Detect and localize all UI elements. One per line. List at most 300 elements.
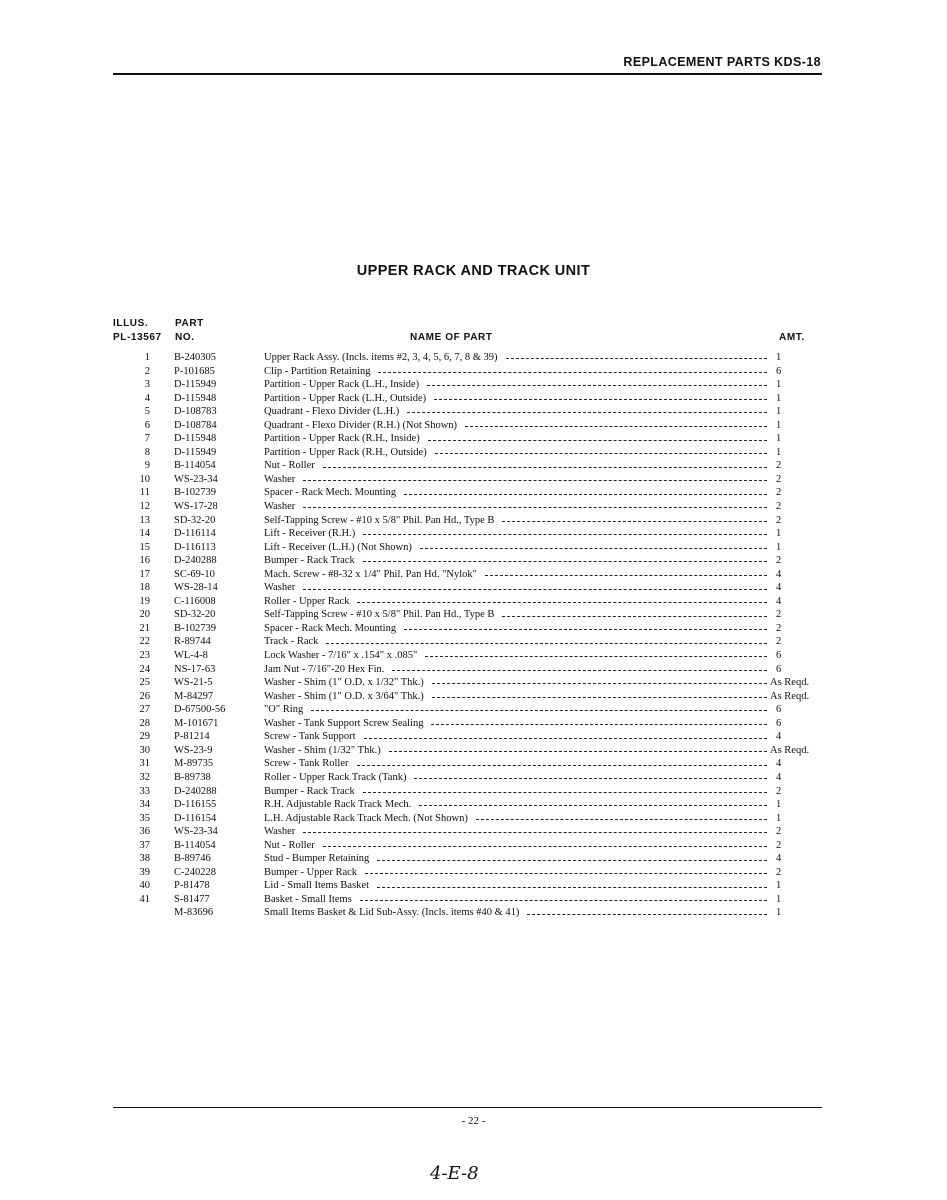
table-row xyxy=(0,486,947,500)
row-part-number: D-67500-56 xyxy=(174,704,226,716)
row-part-name: Quadrant - Flexo Divider (R.H.) (Not Shown) xyxy=(264,419,458,431)
row-amount: 4 xyxy=(776,568,782,580)
row-amount: 6 xyxy=(776,704,782,716)
row-part-number: WS-28-14 xyxy=(174,582,218,594)
dotted-leader xyxy=(506,358,767,359)
row-illus-number: 30 xyxy=(139,744,150,756)
row-part-name-cell xyxy=(264,432,773,446)
dotted-leader xyxy=(363,561,767,562)
row-part-name-cell xyxy=(264,595,773,609)
row-amount: 4 xyxy=(776,758,782,770)
dotted-leader xyxy=(303,507,767,508)
row-amount: 1 xyxy=(776,392,782,404)
table-row xyxy=(0,500,947,514)
row-part-name-cell xyxy=(264,893,773,907)
row-amount: 2 xyxy=(776,866,782,878)
dotted-leader xyxy=(357,602,767,603)
row-part-name: Partition - Upper Rack (L.H., Outside) xyxy=(264,392,427,404)
row-part-name-cell xyxy=(264,812,773,826)
table-row xyxy=(0,432,947,446)
row-part-number: B-102739 xyxy=(174,622,216,634)
handwritten-note: 4-E-8 xyxy=(430,1163,479,1184)
row-part-number: P-81478 xyxy=(174,880,210,892)
row-part-name: Mach. Screw - #8-32 x 1/4" Phil. Pan Hd. "Nylok" xyxy=(264,568,477,580)
table-row xyxy=(0,446,947,460)
row-part-name-cell xyxy=(264,554,773,568)
col-part-header-line2: NO. xyxy=(175,332,195,343)
row-part-number: D-116154 xyxy=(174,812,217,824)
row-amount: As Reqd. xyxy=(770,690,810,702)
row-part-name-cell xyxy=(264,392,773,406)
row-part-name-cell xyxy=(264,757,773,771)
row-part-number: WS-17-28 xyxy=(174,501,218,513)
table-row xyxy=(0,419,947,433)
table-row xyxy=(0,852,947,866)
row-part-number: SD-32-20 xyxy=(174,609,216,621)
row-amount: 4 xyxy=(776,731,782,743)
row-part-number: D-115948 xyxy=(174,433,217,445)
row-part-name-cell xyxy=(264,866,773,880)
row-amount: 1 xyxy=(776,419,782,431)
table-row xyxy=(0,771,947,785)
row-part-number: D-108784 xyxy=(174,419,217,431)
row-illus-number: 8 xyxy=(144,446,150,458)
dotted-leader xyxy=(364,738,767,739)
row-part-name-cell xyxy=(264,676,773,690)
row-part-name-cell xyxy=(264,649,773,663)
dotted-leader xyxy=(303,589,767,590)
row-part-number: WS-21-5 xyxy=(174,677,213,689)
row-part-name: Track - Rack xyxy=(264,636,319,648)
row-part-name: Lift - Receiver (L.H.) (Not Shown) xyxy=(264,541,412,553)
row-part-name: Partition - Upper Rack (R.H., Outside) xyxy=(264,446,427,458)
row-part-name: Washer - Shim (1" O.D. x 1/32" Thk.) xyxy=(264,677,424,689)
dotted-leader xyxy=(323,467,767,468)
row-part-number: B-89738 xyxy=(174,771,211,783)
row-illus-number: 10 xyxy=(139,473,150,485)
row-part-name-cell xyxy=(264,717,773,731)
row-part-number: NS-17-63 xyxy=(174,663,216,675)
row-illus-number: 2 xyxy=(144,365,150,377)
row-part-name-cell xyxy=(264,798,773,812)
table-row xyxy=(0,405,947,419)
row-part-number: WS-23-9 xyxy=(174,744,213,756)
row-illus-number: 21 xyxy=(139,622,150,634)
row-part-name: Spacer - Rack Mech. Mounting xyxy=(264,622,397,634)
row-part-name-cell xyxy=(264,527,773,541)
dotted-leader xyxy=(435,453,767,454)
row-amount: 2 xyxy=(776,460,782,472)
row-amount: 1 xyxy=(776,352,782,363)
table-row xyxy=(0,703,947,717)
table-row xyxy=(0,568,947,582)
col-amt-header: AMT. xyxy=(779,332,805,343)
dotted-leader xyxy=(404,494,767,495)
row-illus-number: 27 xyxy=(139,704,150,716)
dotted-leader xyxy=(357,765,767,766)
table-row xyxy=(0,744,947,758)
row-amount: 1 xyxy=(776,433,782,445)
row-illus-number: 39 xyxy=(139,866,150,878)
row-part-name: Bumper - Rack Track xyxy=(264,785,355,797)
row-part-name: Partition - Upper Rack (R.H., Inside) xyxy=(264,433,420,445)
row-amount: 2 xyxy=(776,826,782,838)
row-illus-number: 34 xyxy=(139,799,150,811)
row-part-name: L.H. Adjustable Rack Track Mech. (Not Shown) xyxy=(264,812,468,824)
dotted-leader xyxy=(434,399,767,400)
row-amount: 2 xyxy=(776,487,782,499)
row-part-name-cell xyxy=(264,541,773,555)
row-part-name-cell xyxy=(264,703,773,717)
row-amount: 2 xyxy=(776,501,782,513)
row-illus-number: 13 xyxy=(139,514,150,526)
row-amount: 1 xyxy=(776,528,782,540)
row-part-name: Nut - Roller xyxy=(264,839,315,851)
table-row xyxy=(0,649,947,663)
table-row xyxy=(0,879,947,893)
row-part-name: Screw - Tank Roller xyxy=(264,758,349,770)
row-part-name: Small Items Basket & Lid Sub-Assy. (Incls. items #40 & 41) xyxy=(264,907,520,919)
row-illus-number: 38 xyxy=(139,853,150,865)
row-amount: 4 xyxy=(776,771,782,783)
row-part-name-cell xyxy=(264,839,773,853)
dotted-leader xyxy=(420,548,767,549)
row-illus-number: 22 xyxy=(139,636,150,648)
row-part-number: WS-23-34 xyxy=(174,473,218,485)
row-part-number: B-240305 xyxy=(174,352,216,363)
row-illus-number: 14 xyxy=(139,528,150,540)
row-amount: 1 xyxy=(776,541,782,553)
row-part-name-cell xyxy=(264,568,773,582)
dotted-leader xyxy=(502,521,767,522)
row-part-name-cell xyxy=(264,486,773,500)
row-part-name-cell xyxy=(264,635,773,649)
row-part-name: Washer xyxy=(264,582,296,594)
row-part-number: M-84297 xyxy=(174,690,214,702)
table-row xyxy=(0,893,947,907)
table-row xyxy=(0,595,947,609)
row-part-number: WL-4-8 xyxy=(174,650,208,662)
row-illus-number: 4 xyxy=(144,392,150,404)
row-illus-number: 20 xyxy=(139,609,150,621)
row-part-name-cell xyxy=(264,906,773,920)
row-part-name-cell xyxy=(264,785,773,799)
row-amount: 2 xyxy=(776,839,782,851)
row-amount: 2 xyxy=(776,514,782,526)
row-amount: 2 xyxy=(776,555,782,567)
row-part-number: SD-32-20 xyxy=(174,514,216,526)
row-amount: 1 xyxy=(776,799,782,811)
row-part-number: S-81477 xyxy=(174,893,210,905)
row-part-name-cell xyxy=(264,405,773,419)
row-part-number: M-101671 xyxy=(174,717,219,729)
row-part-number: SC-69-10 xyxy=(174,568,215,580)
row-illus-number: 15 xyxy=(139,541,150,553)
row-illus-number: 18 xyxy=(139,582,150,594)
dotted-leader xyxy=(419,805,767,806)
table-row xyxy=(0,730,947,744)
dotted-leader xyxy=(377,887,767,888)
row-part-name: Jam Nut - 7/16"-20 Hex Fin. xyxy=(264,663,385,675)
row-part-number: WS-23-34 xyxy=(174,826,218,838)
table-row xyxy=(0,825,947,839)
table-row xyxy=(0,378,947,392)
dotted-leader xyxy=(365,873,767,874)
row-illus-number: 19 xyxy=(139,595,150,607)
row-illus-number: 6 xyxy=(144,419,150,431)
row-amount: As Reqd. xyxy=(770,677,810,689)
row-part-name: Lift - Receiver (R.H.) xyxy=(264,528,356,540)
row-part-name: Stud - Bumper Retaining xyxy=(264,853,370,865)
row-part-name-cell xyxy=(264,730,773,744)
table-row xyxy=(0,541,947,555)
row-part-number: D-240288 xyxy=(174,785,217,797)
dotted-leader xyxy=(303,832,767,833)
row-part-number: P-101685 xyxy=(174,365,215,377)
row-part-name: Lid - Small Items Basket xyxy=(264,880,369,892)
row-part-name: Lock Washer - 7/16" x .154" x .085" xyxy=(264,650,418,662)
dotted-leader xyxy=(311,710,767,711)
row-amount: 2 xyxy=(776,473,782,485)
row-amount: 2 xyxy=(776,785,782,797)
row-part-name-cell xyxy=(264,514,773,528)
row-amount: 1 xyxy=(776,880,782,892)
row-part-name-cell xyxy=(264,351,773,365)
row-part-number: B-114054 xyxy=(174,460,216,472)
row-part-name-cell xyxy=(264,419,773,433)
dotted-leader xyxy=(527,914,767,915)
dotted-leader xyxy=(414,778,767,779)
col-part-header-line1: PART xyxy=(175,318,204,329)
table-row xyxy=(0,608,947,622)
table-row xyxy=(0,690,947,704)
dotted-leader xyxy=(392,670,767,671)
table-row xyxy=(0,785,947,799)
dotted-leader xyxy=(323,846,767,847)
row-amount: 6 xyxy=(776,717,782,729)
row-part-name-cell xyxy=(264,744,773,758)
row-part-name-cell xyxy=(264,879,773,893)
row-part-name: Washer - Tank Support Screw Sealing xyxy=(264,717,424,729)
row-part-name-cell xyxy=(264,473,773,487)
col-illus-header-line1: ILLUS. xyxy=(113,318,149,329)
row-part-name-cell xyxy=(264,365,773,379)
row-illus-number: 40 xyxy=(139,880,150,892)
row-part-name: Roller - Upper Rack xyxy=(264,595,350,607)
row-part-name-cell xyxy=(264,690,773,704)
dotted-leader xyxy=(432,697,767,698)
dotted-leader xyxy=(360,900,767,901)
row-part-number: R-89744 xyxy=(174,636,211,648)
table-row xyxy=(0,757,947,771)
dotted-leader xyxy=(502,616,767,617)
table-row xyxy=(0,812,947,826)
row-illus-number: 41 xyxy=(139,893,150,905)
row-part-name-cell xyxy=(264,852,773,866)
row-part-name-cell xyxy=(264,459,773,473)
table-row xyxy=(0,798,947,812)
table-row xyxy=(0,473,947,487)
dotted-leader xyxy=(432,683,767,684)
row-amount: 1 xyxy=(776,446,782,458)
table-row xyxy=(0,839,947,853)
row-amount: 2 xyxy=(776,622,782,634)
parts-list xyxy=(0,351,947,920)
row-part-name-cell xyxy=(264,622,773,636)
dotted-leader xyxy=(431,724,767,725)
row-part-name-cell xyxy=(264,771,773,785)
row-amount: 1 xyxy=(776,812,782,824)
row-illus-number: 5 xyxy=(144,406,150,418)
header-rule xyxy=(113,73,822,75)
row-part-number: M-89735 xyxy=(174,758,214,770)
row-amount: 1 xyxy=(776,893,782,905)
table-row xyxy=(0,663,947,677)
row-amount: 4 xyxy=(776,853,782,865)
row-part-name: Roller - Upper Rack Track (Tank) xyxy=(264,771,407,783)
table-row xyxy=(0,365,947,379)
table-row xyxy=(0,459,947,473)
footer-rule xyxy=(113,1107,822,1108)
row-part-name: Quadrant - Flexo Divider (L.H.) xyxy=(264,406,400,418)
row-illus-number: 23 xyxy=(139,650,150,662)
row-illus-number: 37 xyxy=(139,839,150,851)
row-part-number: D-240288 xyxy=(174,555,217,567)
dotted-leader xyxy=(378,372,767,373)
col-name-header: NAME OF PART xyxy=(410,332,493,343)
row-part-number: M-83696 xyxy=(174,907,214,919)
dotted-leader xyxy=(363,534,767,535)
table-row xyxy=(0,351,947,365)
row-illus-number: 36 xyxy=(139,826,150,838)
row-part-name: Washer - Shim (1/32" Thk.) xyxy=(264,744,381,756)
row-part-name: Washer xyxy=(264,826,296,838)
row-illus-number: 29 xyxy=(139,731,150,743)
row-amount: 1 xyxy=(776,379,782,391)
row-part-name: Upper Rack Assy. (Incls. items #2, 3, 4, 5, 6, 7, 8 & 39) xyxy=(264,352,498,363)
row-part-name: Bumper - Upper Rack xyxy=(264,866,358,878)
row-part-name-cell xyxy=(264,608,773,622)
row-part-name: Spacer - Rack Mech. Mounting xyxy=(264,487,397,499)
row-amount: 1 xyxy=(776,406,782,418)
row-part-name: Partition - Upper Rack (L.H., Inside) xyxy=(264,379,420,391)
dotted-leader xyxy=(476,819,767,820)
row-part-name: Washer xyxy=(264,473,296,485)
page-number: - 22 - xyxy=(461,1115,486,1127)
dotted-leader xyxy=(404,629,767,630)
col-illus-header-line2: PL-13567 xyxy=(113,332,162,343)
row-part-name: Self-Tapping Screw - #10 x 5/8" Phil. Pan Hd., Type B xyxy=(264,609,495,621)
row-illus-number: 12 xyxy=(139,501,150,513)
table-row xyxy=(0,392,947,406)
row-amount: 6 xyxy=(776,650,782,662)
row-illus-number: 28 xyxy=(139,717,150,729)
row-illus-number: 9 xyxy=(144,460,150,472)
row-part-name: Screw - Tank Support xyxy=(264,731,356,743)
row-part-number: B-89746 xyxy=(174,853,211,865)
row-part-name: Nut - Roller xyxy=(264,460,315,472)
table-row xyxy=(0,717,947,731)
row-part-name-cell xyxy=(264,663,773,677)
dotted-leader xyxy=(377,860,767,861)
dotted-leader xyxy=(407,412,767,413)
row-illus-number: 24 xyxy=(139,663,150,675)
table-row xyxy=(0,581,947,595)
row-part-name: Basket - Small Items xyxy=(264,893,352,905)
dotted-leader xyxy=(425,656,767,657)
row-part-name: Clip - Partition Retaining xyxy=(264,365,371,377)
dotted-leader xyxy=(389,751,767,752)
dotted-leader xyxy=(363,792,767,793)
row-amount: 6 xyxy=(776,663,782,675)
row-part-number: C-116008 xyxy=(174,595,216,607)
row-part-name-cell xyxy=(264,825,773,839)
row-illus-number: 3 xyxy=(144,379,150,391)
table-row xyxy=(0,635,947,649)
table-row xyxy=(0,866,947,880)
row-illus-number: 25 xyxy=(139,677,150,689)
row-amount: 2 xyxy=(776,609,782,621)
row-part-number: B-114054 xyxy=(174,839,216,851)
dotted-leader xyxy=(428,440,767,441)
row-part-name: Bumper - Rack Track xyxy=(264,555,355,567)
row-part-name-cell xyxy=(264,581,773,595)
row-amount: 2 xyxy=(776,636,782,648)
row-illus-number: 26 xyxy=(139,690,150,702)
row-part-number: D-108783 xyxy=(174,406,217,418)
row-part-number: C-240228 xyxy=(174,866,216,878)
row-part-name: Self-Tapping Screw - #10 x 5/8" Phil. Pan Hd., Type B xyxy=(264,514,495,526)
table-row xyxy=(0,622,947,636)
row-illus-number: 33 xyxy=(139,785,150,797)
row-part-number: D-116114 xyxy=(174,528,216,540)
row-illus-number: 7 xyxy=(144,433,150,445)
dotted-leader xyxy=(485,575,767,576)
table-row xyxy=(0,527,947,541)
row-illus-number: 1 xyxy=(144,352,150,363)
table-row xyxy=(0,906,947,920)
row-illus-number: 32 xyxy=(139,771,150,783)
row-amount: 6 xyxy=(776,365,782,377)
page-header-title: REPLACEMENT PARTS KDS-18 xyxy=(623,55,821,69)
dotted-leader xyxy=(465,426,767,427)
row-part-name-cell xyxy=(264,378,773,392)
dotted-leader xyxy=(303,480,767,481)
table-row xyxy=(0,514,947,528)
row-part-number: P-81214 xyxy=(174,731,210,743)
row-part-number: B-102739 xyxy=(174,487,216,499)
row-illus-number: 17 xyxy=(139,568,150,580)
row-amount: 1 xyxy=(776,907,782,919)
row-part-number: D-115948 xyxy=(174,392,217,404)
row-part-name: R.H. Adjustable Rack Track Mech. xyxy=(264,799,412,811)
row-part-name: Washer - Shim (1" O.D. x 3/64" Thk.) xyxy=(264,690,424,702)
row-part-number: D-115949 xyxy=(174,379,217,391)
table-row xyxy=(0,554,947,568)
row-amount: 4 xyxy=(776,582,782,594)
row-part-number: D-116113 xyxy=(174,541,216,553)
dotted-leader xyxy=(427,385,767,386)
row-part-name: "O" Ring xyxy=(264,704,304,716)
row-part-name-cell xyxy=(264,500,773,514)
dotted-leader xyxy=(326,643,767,644)
row-part-number: D-115949 xyxy=(174,446,217,458)
row-part-number: D-116155 xyxy=(174,799,217,811)
section-title: UPPER RACK AND TRACK UNIT xyxy=(356,263,591,279)
row-amount: 4 xyxy=(776,595,782,607)
row-part-name-cell xyxy=(264,446,773,460)
row-illus-number: 11 xyxy=(139,487,150,499)
